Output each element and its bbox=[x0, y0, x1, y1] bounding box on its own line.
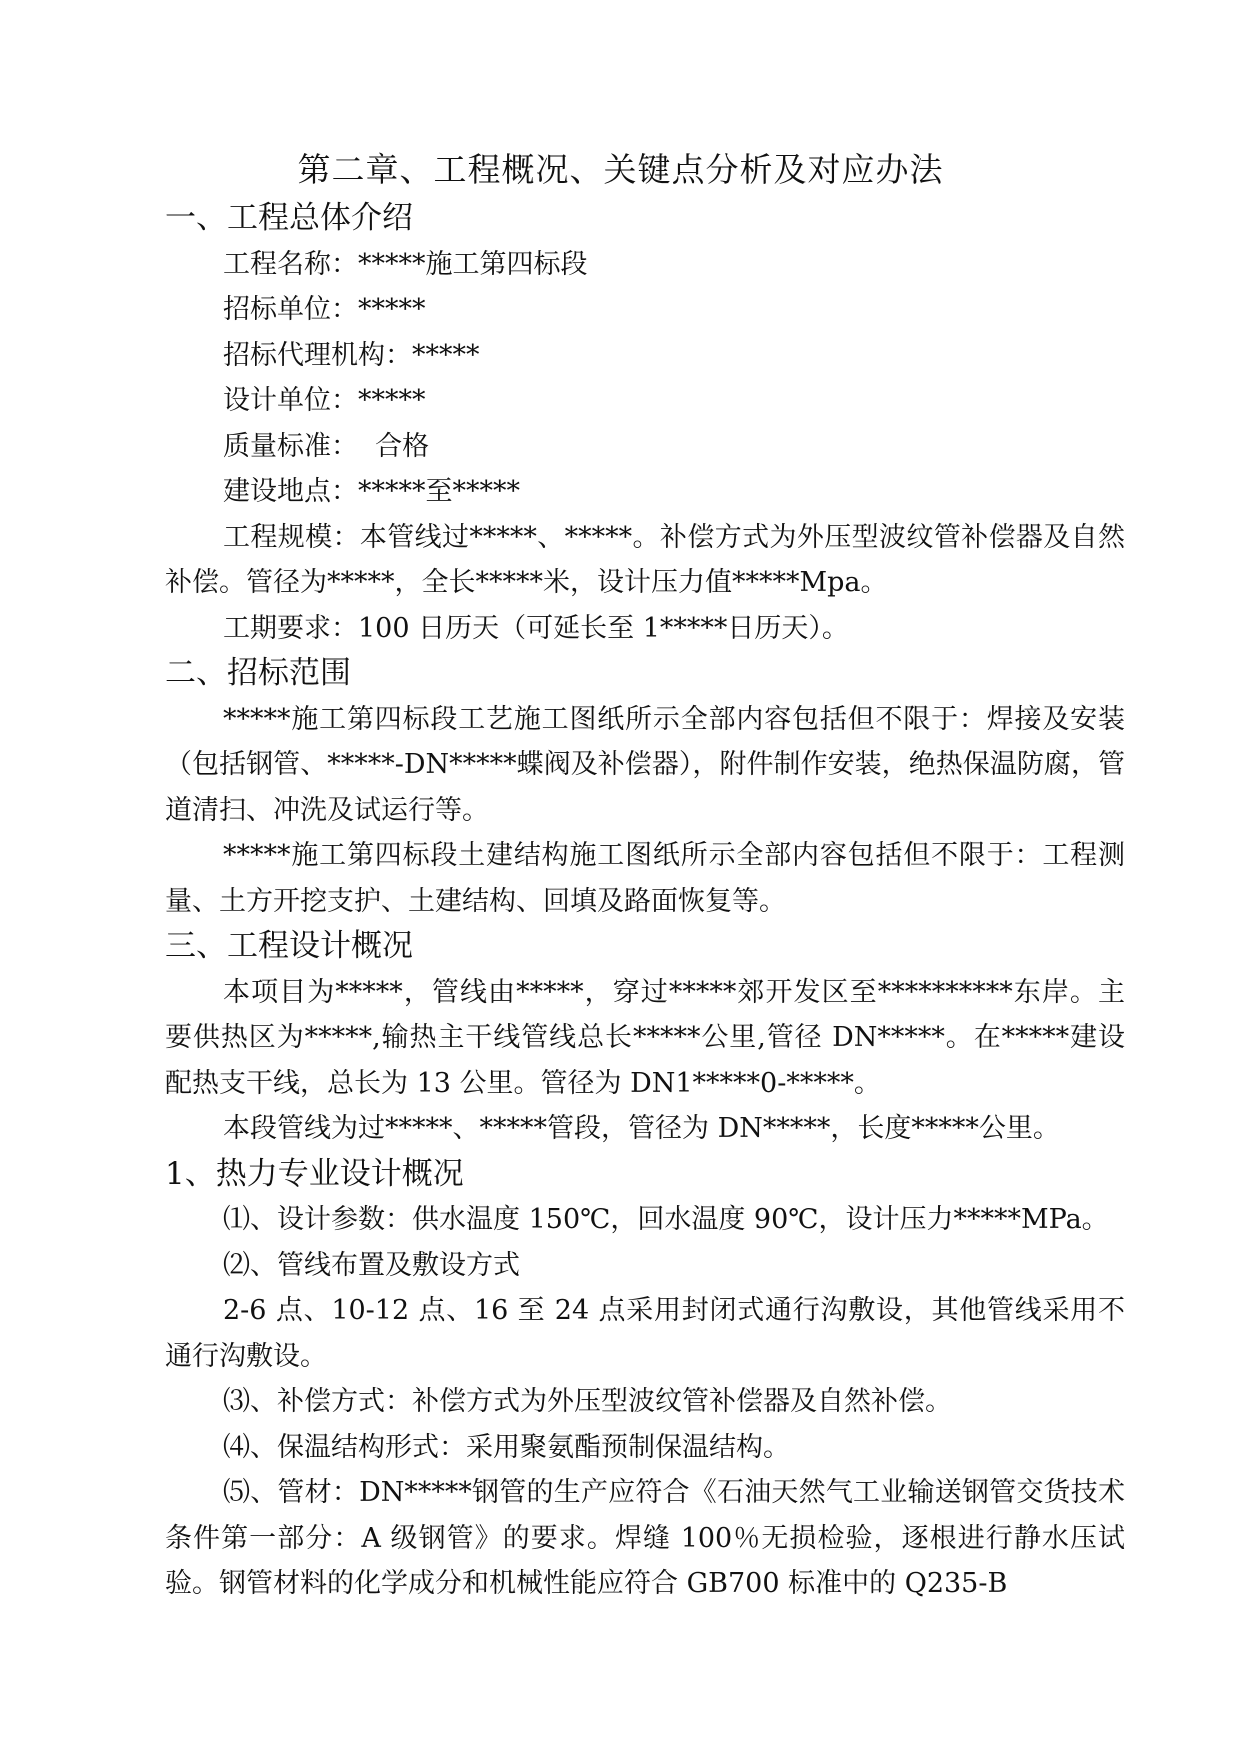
agency-line: 招标代理机构：***** bbox=[223, 339, 480, 371]
pipe-material-paragraph: ⑸、管材：DN*****钢管的生产应符合《石油天然气工业输送钢管交货技术条件第一部分：A 级钢管》的要求。焊缝 100％无损检验，逐根进行静水压试验。钢管材料的化学成分和机械性能应符合 GB700 标准中的 Q235-B bbox=[165, 1477, 1125, 1599]
tender-unit-line: 招标单位：***** bbox=[223, 294, 426, 325]
insulation-item: ⑷、保温结构形式：采用聚氨酯预制保温结构。 bbox=[223, 1431, 790, 1463]
section-heading-design: 三、工程设计概况 bbox=[165, 928, 413, 964]
compensation-item: ⑶、补偿方式：补偿方式为外压型波纹管补偿器及自然补偿。 bbox=[223, 1386, 952, 1417]
section-heading-overview: 一、工程总体介绍 bbox=[165, 200, 413, 236]
design-parameters-item: ⑴、设计参数：供水温度 150℃，回水温度 90℃，设计压力*****MPa。 bbox=[223, 1204, 1109, 1235]
design-paragraph-project: 本项目为*****，管线由*****，穿过*****郊开发区至**********东岸。主要供热区为*****,输热主干线管线总长*****公里,管径 DN*****。在*****建设配热支干线，总长为 13 公里。管径为 DN1*****0-*****。 bbox=[165, 976, 1125, 1099]
section-heading-scope: 二、招标范围 bbox=[165, 655, 351, 691]
design-paragraph-segment: 本段管线为过*****、*****管段，管径为 DN*****，长度*****公里。 bbox=[223, 1113, 1060, 1144]
scope-paragraph-civil: *****施工第四标段土建结构施工图纸所示全部内容包括但不限于：工程测量、土方开挖支护、土建结构、回填及路面恢复等。 bbox=[165, 840, 1125, 917]
pipeline-layout-text: 2-6 点、10-12 点、16 至 24 点采用封闭式通行沟敷设，其他管线采用不通行沟敷设。 bbox=[165, 1295, 1125, 1372]
project-name-line: 工程名称：*****施工第四标段 bbox=[223, 248, 588, 280]
project-scale-paragraph: 工程规模：本管线过*****、*****。补偿方式为外压型波纹管补偿器及自然补偿。管径为*****，全长*****米，设计压力值*****Mpa。 bbox=[165, 521, 1125, 598]
document-body bbox=[165, 196, 1125, 1607]
scope-paragraph-process: *****施工第四标段工艺施工图纸所示全部内容包括但不限于：焊接及安装（包括钢管、*****-DN*****蝶阀及补偿器），附件制作安装，绝热保温防腐，管道清扫、冲洗及试运行等。 bbox=[165, 703, 1125, 826]
subsection-heading-thermal: 1、热力专业设计概况 bbox=[165, 1155, 464, 1192]
duration-line: 工期要求：100 日历天（可延长至 1*****日历天）。 bbox=[223, 612, 849, 644]
location-line: 建设地点：*****至***** bbox=[223, 476, 520, 507]
design-unit-line: 设计单位：***** bbox=[223, 385, 426, 416]
chapter-title: 第二章、工程概况、关键点分析及对应办法 bbox=[297, 150, 944, 189]
pipeline-layout-item: ⑵、管线布置及敷设方式 bbox=[223, 1249, 520, 1281]
quality-standard-line: 质量标准： 合格 bbox=[223, 430, 430, 462]
